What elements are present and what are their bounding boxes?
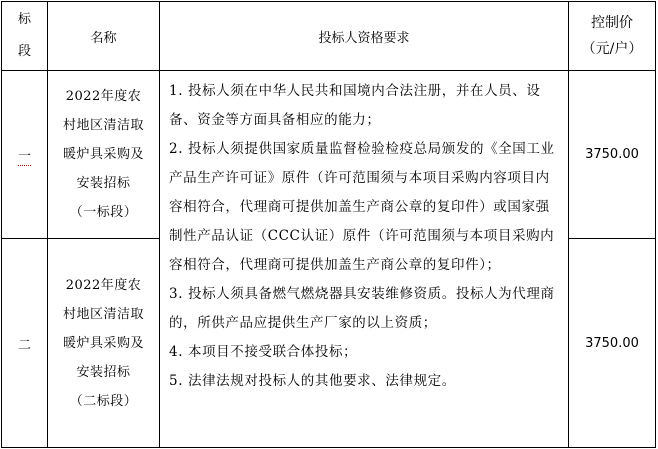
header-price [569,2,656,71]
project-name-line: 村地区清洁取 [62,118,144,133]
header-row [2,2,656,71]
header-price-top: 控制价 [591,15,633,31]
requirement-item: 2. 投标人须提供国家质量监督检验检疫总局颁发的《全国工业产品生产许可证》原件（许可范围须与本项目采购内容项目内容相符合，代理商可提供加盖生产商公章的复印件）或国家强制性产品认证（CCC认证）原件（许可范围须与本项目采购内容相符合，代理商可提供加盖生产商公章的复印件）； [169,141,555,273]
project-name-line: 2022年度农 [65,89,142,104]
project-name-line: （二标段） [69,393,138,409]
header-requirements: 投标人资格要求 [160,2,569,71]
control-price: 3750.00 [569,71,656,239]
requirement-item: 4. 本项目不接受联合体投标； [169,344,358,360]
requirement-item: 3. 投标人须具备燃气燃烧器具安装维修资质。投标人为代理商的，所供产品应提供生产厂家的以上资质； [169,286,555,331]
requirement-item: 1. 投标人须在中华人民共和国境内合法注册，并在人员、设备、资金等方面具备相应的能力； [169,83,541,128]
project-name [48,239,160,448]
section-number [2,71,48,239]
header-section-bottom: 段 [17,44,31,59]
header-name: 名称 [48,2,160,71]
tender-table [1,1,656,448]
table-row [2,71,656,239]
project-name-line: 村地区清洁取 [62,306,144,322]
header-section [2,2,48,71]
project-name-line: 暖炉具采购及 [62,147,144,162]
project-name-line: 暖炉具采购及 [62,335,144,351]
header-section-top: 标 [17,12,31,27]
section-number-text: 一 [17,149,31,164]
project-name-line: 2022年度农 [65,277,142,293]
header-price-bottom: （元/户） [581,41,643,57]
requirements-cell [160,71,569,448]
control-price: 3750.00 [569,239,656,448]
section-number: 二 [2,239,48,448]
project-name-line: 安装招标 [76,364,131,380]
project-name-line: 安装招标 [76,176,131,191]
requirement-item: 5. 法律法规对投标人的其他要求、法律规定。 [169,373,456,389]
project-name [48,71,160,239]
project-name-line: （一标段） [69,205,138,220]
